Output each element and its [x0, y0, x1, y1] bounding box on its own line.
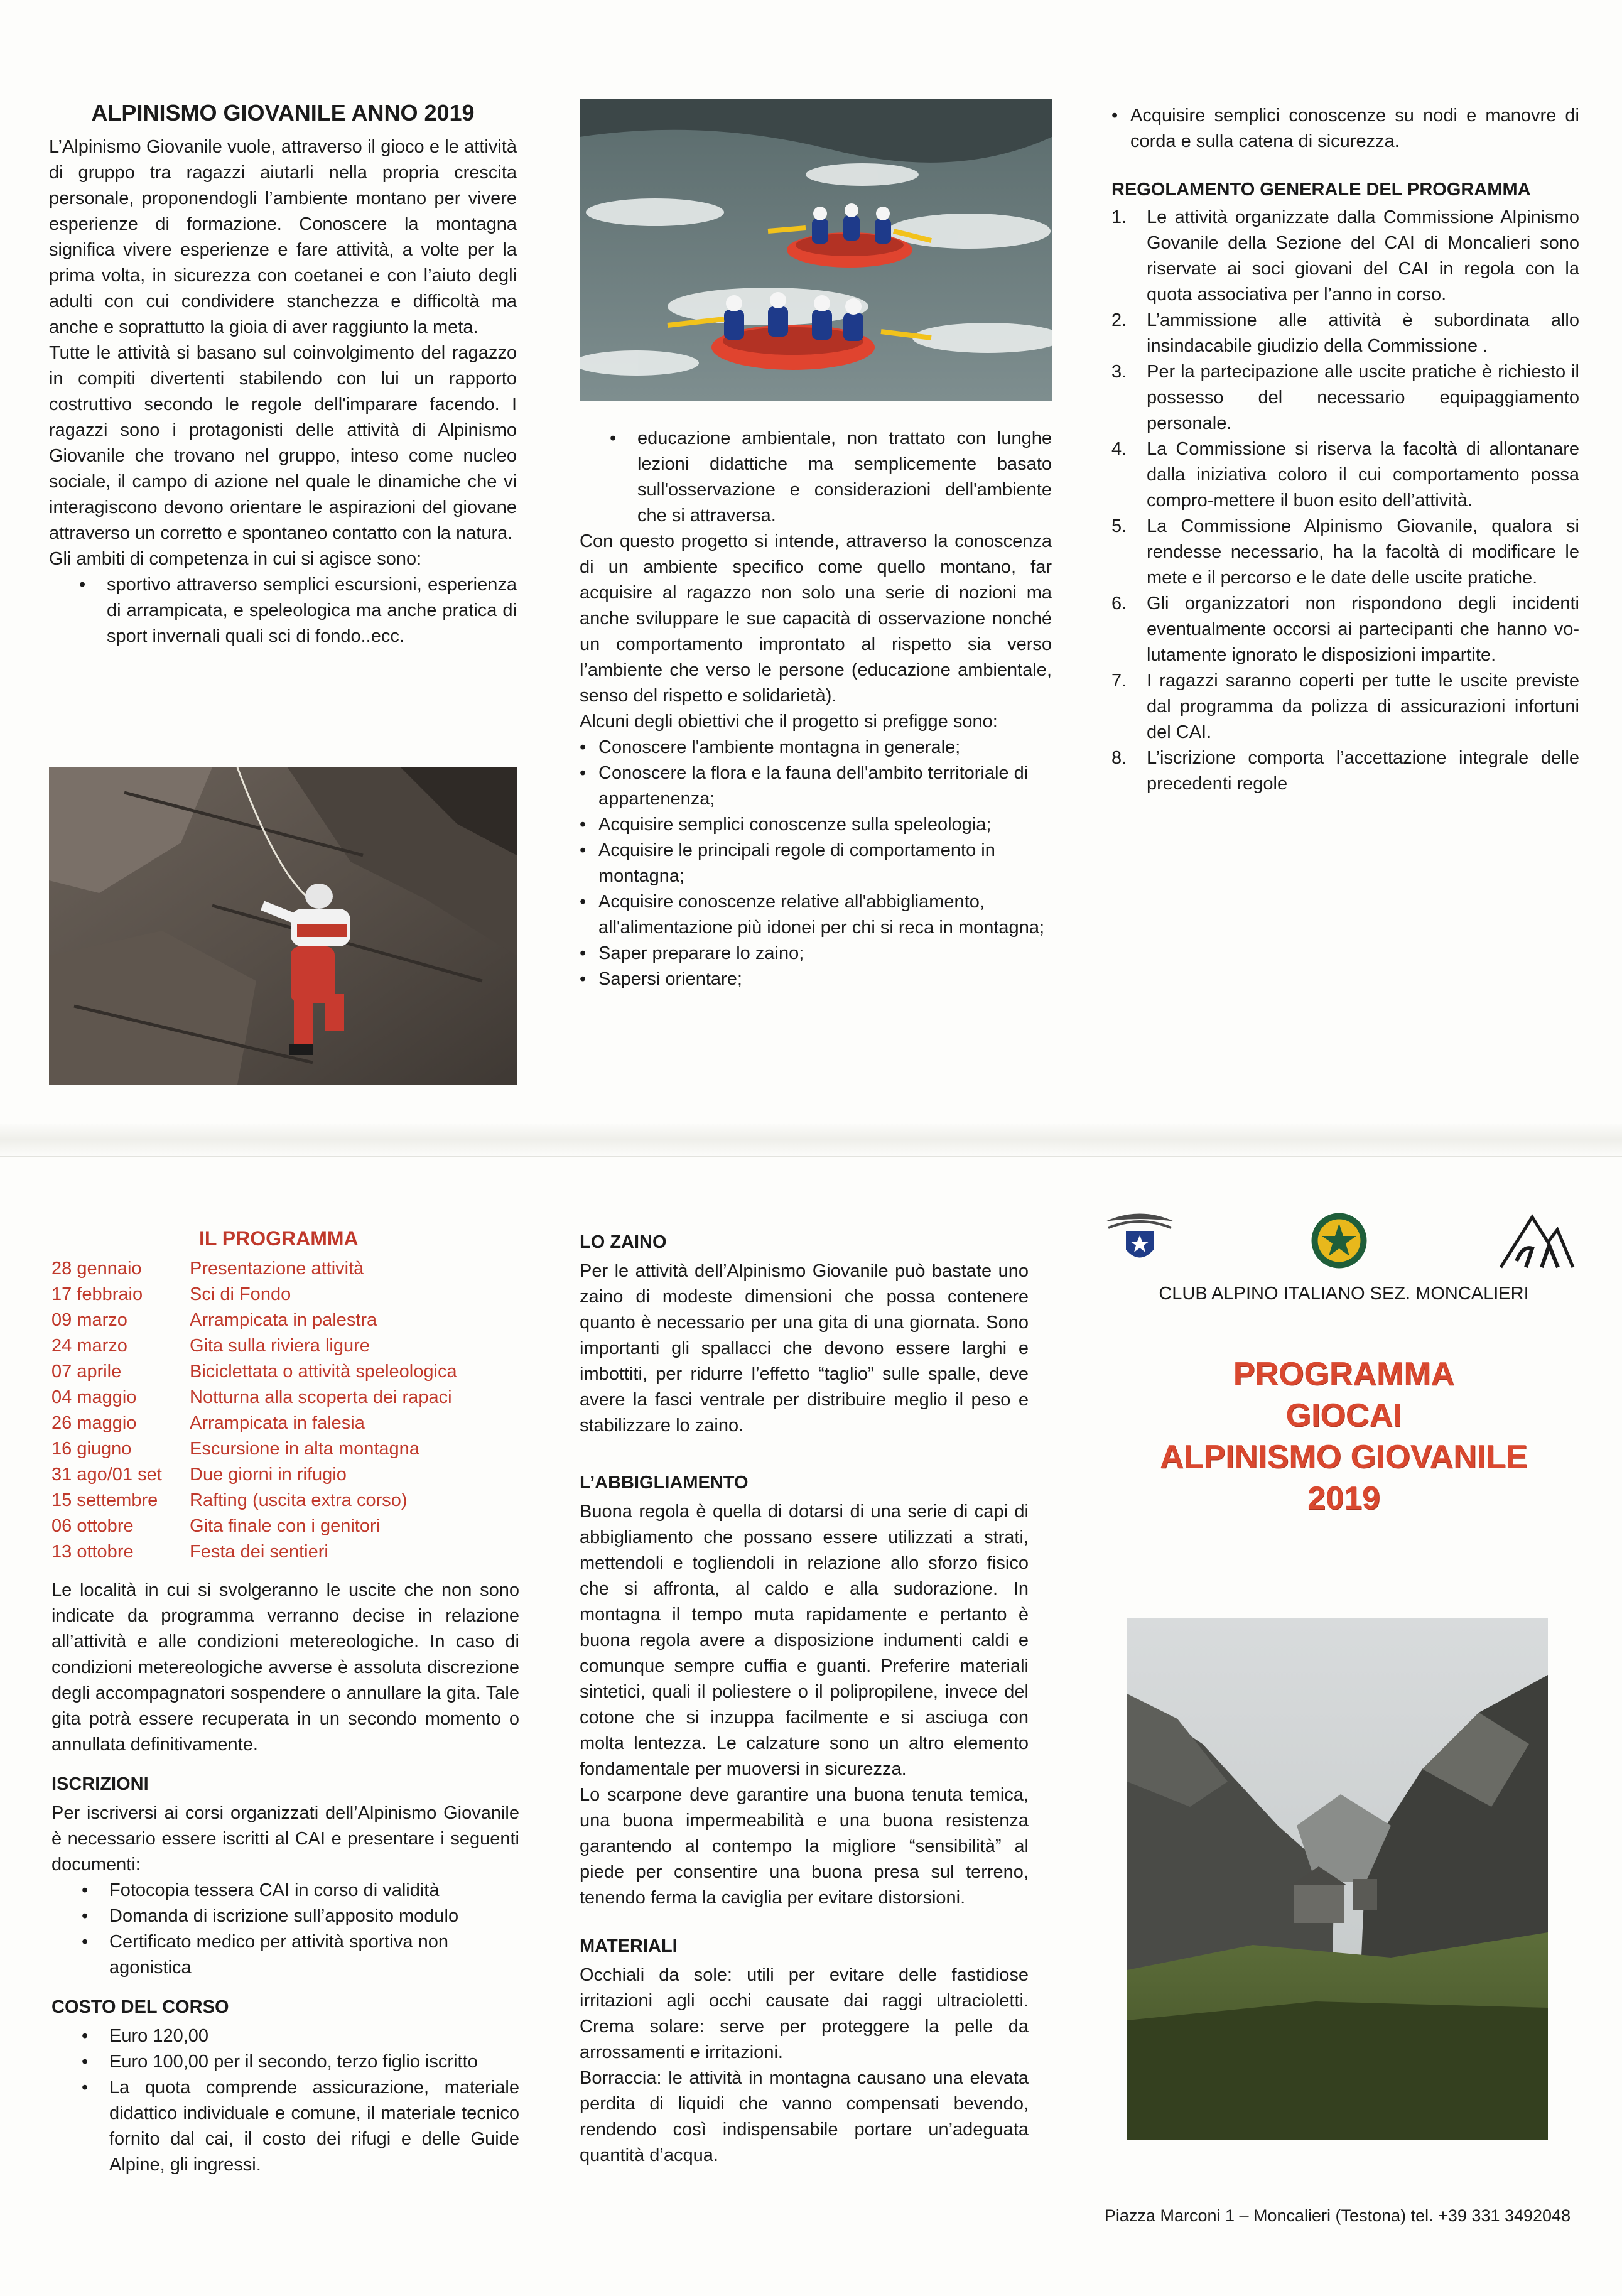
list-item: • educazione ambientale, non trattato con lunghe lezioni didattiche ma semplicemente basato sull'osservazione e considerazioni dell'ambiente che si attraversa. [580, 426, 1052, 529]
env-education-list [580, 426, 1052, 529]
program-title: IL PROGRAMMA [199, 1227, 359, 1250]
ag-mountain-logo [1498, 1211, 1576, 1274]
table-row: 13 ottobre Festa dei sentieri [51, 1542, 328, 1562]
table-row: 16 giugno Escursione in alta montagna [51, 1439, 419, 1459]
iscrizioni-title: ISCRIZIONI [51, 1774, 149, 1794]
list-item: • Conoscere l'ambiente montagna in generale; [580, 735, 1052, 761]
list-item: • Euro 100,00 per il secondo, terzo figlio iscritto [51, 2049, 519, 2075]
list-item: • Acquisire conoscenze relative all'abbigliamento, all'alimentazione più idonei per chi si reca in montagna; [580, 889, 1052, 941]
list-item: • Conoscere la flora e la fauna dell'ambito territoriale di appartenenza; [580, 761, 1052, 812]
project-paragraph-1: Con questo progetto si intende, attraverso la conoscenza di un ambiente specifico come quello montano, far acquisire al ragazzo non solo una serie di nozioni ma anche sviluppare le sue capacità di osservazione nonché un comportamento improntato al rispetto sia verso l’ambiente che verso le persone (educazione ambientale, senso del rispetto e solidarietà). [580, 531, 1052, 706]
list-item: • Fotocopia tessera CAI in corso di validità [51, 1878, 519, 1903]
rules-column [1111, 103, 1579, 797]
rafting-photo [580, 99, 1052, 401]
list-item: • Acquisire le principali regole di comportamento in montagna; [580, 838, 1052, 889]
skills-list [1111, 103, 1579, 154]
rules-title: REGOLAMENTO GENERALE DEL PROGRAMMA [1111, 180, 1531, 200]
abbigliamento-text: Buona regola è quella di dotarsi di una serie di capi di abbigliamento che possano essere utilizzati a strati, mettendoli e togliendoli in relazione allo sforzo fisico che si affronta, al caldo e alla sudorazione. In montagna il tempo muta rapidamente e pertanto è buona regola avere a disposizione indumenti caldi e comunque sempre cuffia e guanti. Preferire materiali sintetici, quali il poliestere o il polipropilene, invece del cotone che si inzuppa facilmente e si asciuga con molta lentezza. Le calzature sono un altro elemento fondamentale per muoversi in sicurezza. [580, 1502, 1029, 1779]
zaino-text: Per le attività dell’Alpinismo Giovanile può bastate uno zaino di modeste dimensioni che possa contenere quanto è necessario per una gita di una giornata. Sono importanti gli spallacci che devono essere larghi e imbottiti, per ridurre l’effetto “taglio” sulle spalle, deve avere la fasci ventrale per distribuire meglio il peso e stabilizzare lo zaino. [580, 1261, 1029, 1436]
list-item: 1. Le attività organizzate dalla Commissione Alpinismo Govanile della Sezione del CAI di Moncalieri sono riservate ai soci giovani del CAI in regola con la quota associativa per l’anno in corso. [1111, 207, 1579, 305]
materiali-text: Occhiali da sole: utili per evitare delle fastidiose irritazioni agli occhi causate dai raggi ultracioletti. Crema solare: serve per proteggere la pelle da arrossamenti e irritazioni. [580, 1965, 1029, 2062]
project-column [580, 426, 1052, 992]
table-row: 31 ago/01 set Due giorni in rifugio [51, 1465, 347, 1485]
abbigliamento-text-2: Lo scarpone deve garantire una buona tenuta temica, una buona impermeabilità e una buona resistenza garantendo al contempo la migliore “sensibilità” al piede per consentire una buona presa sul terreno, tenendo ferma la caviglia per evitare distorsioni. [580, 1785, 1029, 1908]
equipment-column [580, 1230, 1029, 2169]
cost-list [51, 2023, 519, 2178]
program-schedule [51, 1256, 457, 1565]
rules-list [1111, 205, 1579, 797]
cover-title-line-3: ALPINISMO GIOVANILE [1160, 1439, 1528, 1475]
list-item: • La quota comprende assicurazione, materiale didattico individuale e comune, il materiale tecnico fornito dal cai, il costo dei rifugi e delle Guide Alpine, gli ingressi. [51, 2075, 519, 2178]
list-item: • Acquisire semplici conoscenze su nodi e manovre di corda e sulla catena di sicurezza. [1111, 103, 1579, 154]
list-item: • Sapersi orientare; [580, 967, 1052, 992]
list-item: • Acquisire semplici conoscenze sulla speleologia; [580, 812, 1052, 838]
contact-footer: Piazza Marconi 1 – Moncalieri (Testona) tel. +39 331 3492048 [1104, 2206, 1571, 2225]
list-item: 6. Gli organizzatori non rispondono degli incidenti eventualmente occorsi ai partecipanti che hanno vo-lutamente ignorato le disposizioni impartite. [1111, 593, 1579, 665]
cost-title: COSTO DEL CORSO [51, 1997, 229, 2017]
table-row: 04 maggio Notturna alla scoperta dei rapaci [51, 1387, 452, 1407]
list-item: • Saper preparare lo zaino; [580, 941, 1052, 967]
table-row: 09 marzo Arrampicata in palestra [51, 1310, 377, 1330]
mountain-refuge-photo [1127, 1618, 1548, 2140]
list-item: 7. I ragazzi saranno coperti per tutte le uscite previste dal programma da polizza di assicurazioni infortuni del CAI. [1111, 671, 1579, 742]
climbing-photo [49, 767, 517, 1085]
competence-list [49, 572, 517, 649]
cover-title-line-2: GIOCAI [1285, 1397, 1402, 1434]
list-item: • sportivo attraverso semplici escursioni, esperienza di arrampicata, e speleologica ma anche pratica di sport invernali quali sci di fondo..ecc. [49, 572, 517, 649]
cai-star-seal [1309, 1211, 1369, 1270]
project-paragraph-2: Alcuni degli obiettivi che il progetto si prefigge sono: [580, 712, 998, 732]
list-item: • Certificato medico per attività sportiva non agonistica [51, 1929, 519, 1981]
abbigliamento-title: L’ABBIGLIAMENTO [580, 1473, 749, 1493]
table-row: 07 aprile Biciclettata o attività speleologica [51, 1362, 457, 1382]
intro-column [49, 99, 517, 649]
zaino-title: LO ZAINO [580, 1232, 667, 1252]
table-row: 06 ottobre Gita finale con i genitori [51, 1516, 381, 1536]
materiali-text-2: Borraccia: le attività in montagna causano una elevata perdita di liquidi che vanno compensati bevendo, rendendo così indispensabile portare un’adeguata quantità d’acqua. [580, 2068, 1029, 2165]
table-row: 17 febbraio Sci di Fondo [51, 1284, 291, 1304]
iscrizioni-text: Per iscriversi ai corsi organizzati dell’Alpinismo Giovanile è necessario essere iscritti al CAI e presentare i seguenti documenti: [51, 1803, 519, 1875]
list-item: 8. L’iscrizione comporta l’accettazione integrale delle precedenti regole [1111, 748, 1579, 794]
documents-list [51, 1878, 519, 1981]
list-item: 3. Per la partecipazione alle uscite pratiche è richiesto il possesso del necessario equipaggiamento personale. [1111, 362, 1579, 433]
cover-title-line-1: PROGRAMMA [1233, 1356, 1455, 1392]
page-fold [0, 1124, 1622, 1156]
table-row: 28 gennaio Presentazione attività [51, 1259, 364, 1279]
cai-eagle-logo [1102, 1203, 1177, 1272]
program-notes: Le località in cui si svolgeranno le uscite che non sono indicate da programma verranno decise in relazione all’attività e alle condizioni metereologiche. In caso di condizioni metereologiche avverse è assoluta discrezione degli accompagnatori sospendere o annullare la gita. Tale gita potrà essere recuperata in un secondo momento o annullata definitivamente. [51, 1580, 519, 1755]
intro-title: ALPINISMO GIOVANILE ANNO 2019 [91, 100, 475, 126]
list-item: 5. La Commissione Alpinismo Giovanile, qualora si rendesse necessario, ha la facoltà di modificare le mete e il percorso e le date delle uscite pratiche. [1111, 516, 1579, 588]
table-row: 15 settembre Rafting (uscita extra corso) [51, 1490, 408, 1510]
cover-title [1105, 1353, 1582, 1519]
club-name: CLUB ALPINO ITALIANO SEZ. MONCALIERI [1159, 1284, 1529, 1304]
list-item: • Domanda di iscrizione sull’apposito modulo [51, 1903, 519, 1929]
list-item: 4. La Commissione si riserva la facoltà di allontanare dalla iniziativa coloro il cui comportamento possa compro-mettere il buon esito dell’attività. [1111, 439, 1579, 511]
materiali-title: MATERIALI [580, 1936, 678, 1956]
intro-paragraph-1: L’Alpinismo Giovanile vuole, attraverso il gioco e le attività di gruppo tra ragazzi aiutarli nella propria crescita personale, proponendogli l’ambiente montano per vivere esperienze di formazione. Conoscere la montagna significa vivere esperienze e fare attività, a volte per la prima volta, in sicurezza con coetanei e con l’aiuto degli adulti con cui condividere stanchezza e difficoltà ma anche e soprattutto la gioia di aver raggiunto la meta. [49, 137, 517, 337]
cover-title-line-4: 2019 [1307, 1480, 1380, 1517]
program-column [51, 1226, 519, 2178]
intro-paragraph-3: Gli ambiti di competenza in cui si agisce sono: [49, 549, 422, 569]
list-item: • Euro 120,00 [51, 2023, 519, 2049]
list-item: 2. L’ammissione alle attività è subordinata allo insindacabile giudizio della Commissione . [1111, 310, 1579, 356]
goals-list [580, 735, 1052, 992]
table-row: 24 marzo Gita sulla riviera ligure [51, 1336, 370, 1356]
table-row: 26 maggio Arrampicata in falesia [51, 1413, 365, 1433]
intro-paragraph-2: Tutte le attività si basano sul coinvolgimento del ragazzo in compiti divertenti stabilendo con lui un rapporto costruttivo secondo le regole dell'imparare facendo. I ragazzi sono i protagonisti delle attività di Alpinismo Giovanile che trovano nel gruppo, inteso come nucleo sociale, il campo di azione nel quale le dinamiche che vi interagiscono devono orientare le aspirazioni del giovane attraverso un corretto e spontaneo contatto con la natura. [49, 343, 517, 543]
